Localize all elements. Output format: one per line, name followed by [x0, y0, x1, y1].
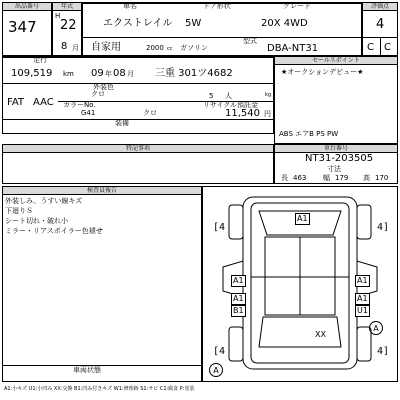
damage-mark-right-mid: A1: [357, 294, 368, 303]
color-no-label: カラーNo.: [63, 101, 96, 109]
car-diagram: [202, 186, 398, 382]
mileage: 109,519: [11, 68, 53, 79]
model-code: DBA-NT31: [267, 43, 319, 54]
exterior-color: クロ: [91, 90, 105, 98]
inspector-label: 検査員報告: [3, 187, 201, 195]
damage-mark-right-rear: U1: [357, 306, 368, 315]
recycle-fee: 11,540: [225, 108, 260, 119]
displacement: 2000: [146, 44, 164, 52]
inspection-month: 08: [113, 68, 126, 79]
sales-point: ★オークションデビュー★: [281, 68, 364, 76]
length-label: 長: [281, 174, 288, 182]
mileage-unit: km: [63, 70, 74, 78]
license-plate: 三重 301ツ4682: [155, 68, 233, 79]
remarks-label: 車両状態: [73, 366, 101, 374]
damage-mark-left-circle: A: [209, 363, 223, 377]
interior-color: クロ: [143, 109, 157, 117]
inspection-year: 09: [91, 68, 104, 79]
damage-mark-left-rear: B1: [233, 306, 244, 315]
comment-line: 下廻りＳ: [5, 207, 33, 215]
mileage-label: 走行: [33, 56, 47, 64]
sizes-label: 寸法: [327, 165, 341, 173]
vin-box: [274, 144, 398, 184]
color-code: G41: [81, 109, 96, 117]
fuel: ガソリン: [180, 44, 208, 52]
cc-unit: cc: [167, 46, 173, 52]
lot-box: [2, 2, 52, 56]
load-unit: kg: [265, 92, 272, 98]
comment-line: 外装しみ、うすい線キズ: [5, 197, 83, 205]
sales-label: セールスポイント: [275, 57, 397, 65]
interior-grade: C: [367, 42, 374, 53]
inspection-year-unit: 年: [105, 70, 112, 78]
info-box: [2, 56, 274, 134]
score-label: 評価点: [363, 3, 397, 11]
model-label: 型式: [243, 37, 257, 45]
recycle-unit: 円: [264, 110, 271, 118]
tire-front-right: 4]: [377, 222, 390, 233]
year-label: 年式: [53, 3, 81, 11]
length: 463: [293, 174, 307, 182]
height-label: 高: [363, 174, 370, 182]
seats-unit: 人: [225, 92, 232, 100]
car-name: エクストレイル: [103, 18, 173, 29]
lot-number: 347: [8, 18, 37, 36]
grade-label: グレード: [283, 2, 311, 10]
width-label: 幅: [323, 174, 330, 182]
damage-mark-left-mid: A1: [233, 294, 244, 303]
equip-aac: AAC: [33, 97, 54, 108]
car-label: 車名: [123, 2, 137, 10]
car-box: [82, 2, 362, 56]
tire-front-left: [4: [213, 222, 226, 233]
damage-mark-right-circle: A: [369, 321, 383, 335]
year-box: [52, 2, 82, 56]
footer-legend: A1:小キズ U1:小凹み XX:交換 B1:凹み付きキズ W1:修理跡 S1:サビ C1:腐食 P:塗装: [4, 386, 195, 392]
era: H: [55, 12, 61, 20]
score-box: [362, 2, 398, 56]
door-type: 5W: [185, 18, 202, 29]
vin-number: NT31-203505: [305, 153, 374, 164]
color-label: 外装色: [93, 83, 114, 91]
inspection-month-unit: 月: [127, 70, 134, 78]
exterior-grade: C: [384, 42, 391, 53]
damage-mark-left-front: A1: [233, 276, 244, 285]
notes-box: [2, 144, 274, 184]
equip-fat: FAT: [7, 97, 25, 108]
month-unit: 月: [72, 44, 79, 52]
damage-mark-rear-body: XX: [315, 330, 326, 339]
options: ABS エアB PS PW: [279, 130, 339, 138]
damage-mark-right-front: A1: [357, 276, 368, 285]
tire-rear-right: 4]: [377, 346, 390, 357]
lot-label: 出品番号: [3, 3, 51, 11]
grade: 20X 4WD: [261, 18, 308, 29]
year: 22: [60, 18, 77, 33]
score: 4: [376, 17, 385, 32]
seats: 5: [209, 92, 214, 100]
tire-rear-left: [4: [213, 346, 226, 357]
vin-label: 車台番号: [275, 145, 397, 153]
comment-line: ミラー・リアスポイラー色褪せ: [5, 227, 103, 235]
recycle-label: リサイクル預託金: [203, 101, 259, 109]
equipment-title: 装備: [115, 119, 129, 127]
month: 8: [61, 41, 68, 52]
sales-box: [274, 56, 398, 144]
inspector-box: [2, 186, 202, 382]
damage-mark-roof: A1: [297, 214, 308, 223]
door-label: ドア形状: [203, 2, 231, 10]
comment-line: シート切れ・破れ小: [5, 217, 68, 225]
usage: 自家用: [91, 42, 121, 53]
notes-label: 特記事項: [3, 145, 273, 153]
height: 170: [375, 174, 389, 182]
width: 179: [335, 174, 349, 182]
